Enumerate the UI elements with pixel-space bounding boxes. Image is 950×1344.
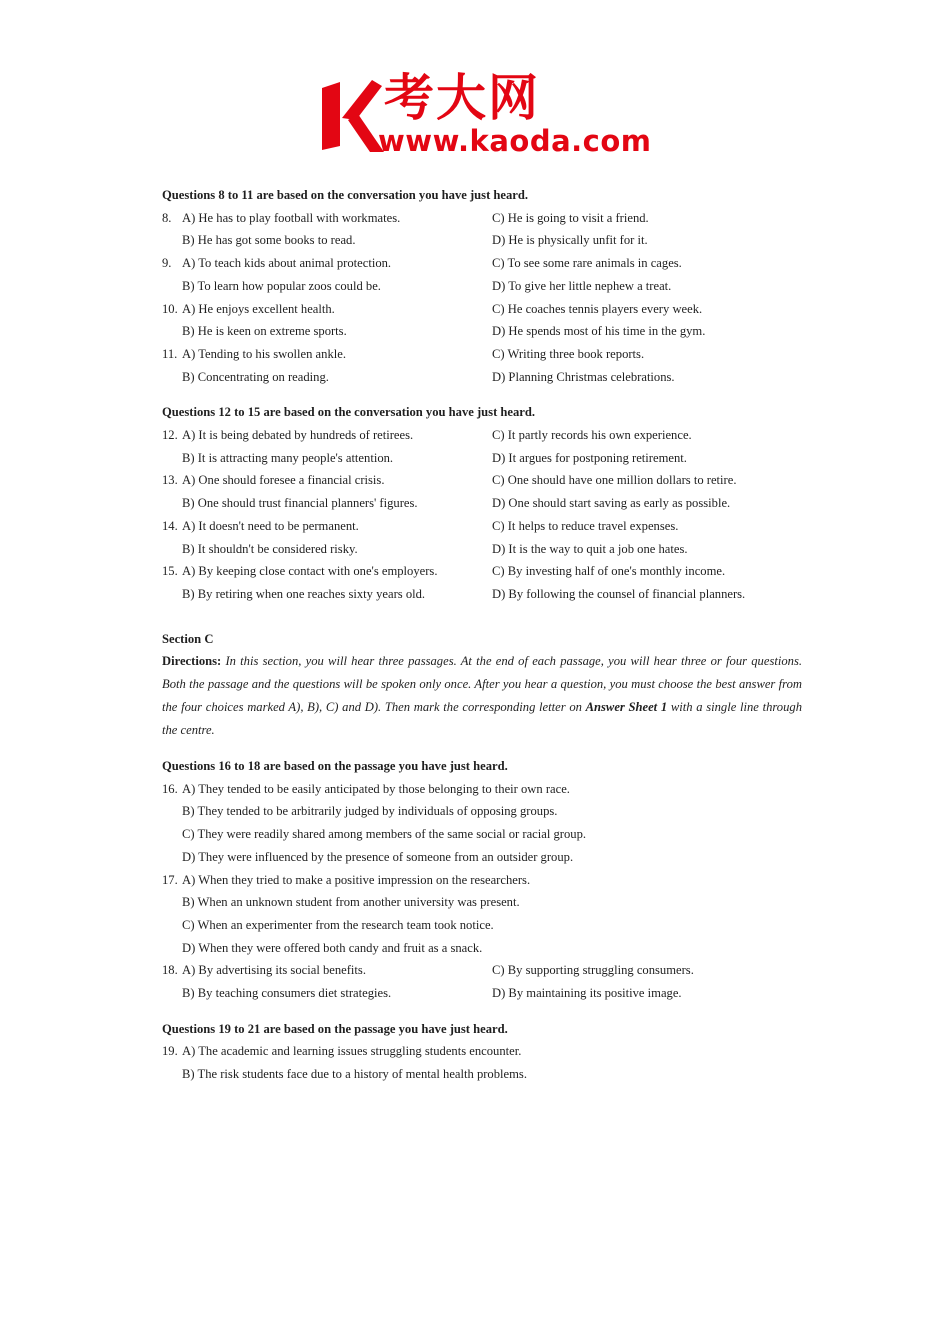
group-heading: Questions 12 to 15 are based on the conversation you have just heard. [162,405,536,420]
question-number: 8. [162,210,172,225]
question-number: 12. [162,428,178,443]
question-row [162,959,802,982]
question-row [162,515,802,538]
option-c: C) It helps to reduce travel expenses. [492,518,679,533]
option-b: B) Concentrating on reading. [182,369,329,384]
option-c: C) To see some rare animals in cages. [492,256,682,271]
option-a: A) The academic and learning issues struggling students encounter. [182,1044,522,1059]
option-b: B) To learn how popular zoos could be. [182,278,381,293]
question-number: 19. [162,1044,178,1059]
question-number: 14. [162,518,178,533]
option-a: A) They tended to be easily anticipated by those belonging to their own race. [182,781,570,796]
option-a: A) Tending to his swollen ankle. [182,346,346,361]
option-b: B) He is keen on extreme sports. [182,324,347,339]
option-b: B) The risk students face due to a history of mental health problems. [182,1067,527,1082]
option-b: B) It is attracting many people's attention. [182,450,394,465]
k-logo-icon [320,74,386,154]
option-d: D) It is the way to quit a job one hates. [492,541,688,556]
option-d: D) It argues for postponing retirement. [492,450,687,465]
option-a: A) To teach kids about animal protection. [182,256,392,271]
question-row [162,447,802,470]
option-c: C) Writing three book reports. [492,346,645,361]
option-d: D) One should start saving as early as possible. [492,496,731,511]
question-row [162,891,802,914]
question-row [162,1063,802,1086]
question-row [162,320,802,343]
question-row [162,800,802,823]
section-title: Section C [162,631,214,646]
question-number: 15. [162,564,178,579]
option-b: B) They tended to be arbitrarily judged by individuals of opposing groups. [182,804,558,819]
option-c: C) They were readily shared among members of the same social or racial group. [182,827,587,842]
question-number: 9. [162,256,172,271]
question-row [162,343,802,366]
question-number: 16. [162,781,178,796]
option-c: C) It partly records his own experience. [492,428,692,443]
directions-text-end: with a single line through the centre. [162,700,802,738]
directions-text: In this section, you will hear three passages. At the end of each passage, you will hear three or four questions. Both the passage and the questions will be spoken only once. After you hear a question, you must choose the best answer from the four choices marked A), B), C) and D). Then mark the corresponding letter on [162,654,802,715]
question-row [162,982,802,1005]
question-row [162,583,802,606]
question-row [162,869,802,892]
question-row [162,937,802,960]
option-a: A) When they tried to make a positive impression on the researchers. [182,872,531,887]
directions-paragraph [162,650,802,742]
group-heading: Questions 8 to 11 are based on the conversation you have just heard. [162,188,529,202]
option-a: A) He has to play football with workmates. [182,210,401,225]
option-a: A) It doesn't need to be permanent. [182,518,359,533]
question-row [162,538,802,561]
option-c: C) He is going to visit a friend. [492,210,649,225]
option-d: D) They were influenced by the presence of someone from an outsider group. [182,849,574,864]
question-row [162,492,802,515]
question-row [162,560,802,583]
question-row [162,366,802,389]
question-row [162,424,802,447]
question-number: 11. [162,346,178,361]
option-a: A) He enjoys excellent health. [182,301,335,316]
option-b: B) He has got some books to read. [182,233,356,248]
answer-sheet-label: Answer Sheet 1 [585,700,668,715]
group-heading: Questions 19 to 21 are based on the passage you have just heard. [162,1021,508,1036]
logo-chinese-text: 考大网 [384,69,540,127]
group-heading: Questions 16 to 18 are based on the passage you have just heard. [162,758,508,773]
option-b: B) By retiring when one reaches sixty years old. [182,586,426,601]
kaoda-logo [320,69,652,164]
question-number: 10. [162,301,178,316]
option-d: D) By maintaining its positive image. [492,986,682,1001]
option-c: C) When an experimenter from the research team took notice. [182,917,494,932]
option-b: B) When an unknown student from another university was present. [182,895,520,910]
option-b: B) It shouldn't be considered risky. [182,541,358,556]
option-c: C) By investing half of one's monthly income. [492,564,726,579]
option-c: C) By supporting struggling consumers. [492,963,694,978]
option-d: D) Planning Christmas celebrations. [492,369,675,384]
option-d: D) He is physically unfit for it. [492,233,648,248]
option-b: B) By teaching consumers diet strategies. [182,986,392,1001]
question-row [162,275,802,298]
option-d: D) By following the counsel of financial planners. [492,586,746,601]
logo-url-text: www.kaoda.com [378,124,652,158]
question-number: 18. [162,963,178,978]
exam-page [162,184,802,1086]
option-d: D) To give her little nephew a treat. [492,278,672,293]
option-a: A) By advertising its social benefits. [182,963,366,978]
option-a: A) By keeping close contact with one's employers. [182,564,438,579]
option-d: D) When they were offered both candy and fruit as a snack. [182,940,483,955]
option-c: C) One should have one million dollars to retire. [492,473,737,488]
question-row [162,778,802,801]
question-row [162,469,802,492]
question-number: 13. [162,473,178,488]
question-row [162,229,802,252]
question-row [162,823,802,846]
option-d: D) He spends most of his time in the gym. [492,324,706,339]
question-row [162,846,802,869]
directions-label: Directions: [162,654,222,669]
question-row [162,914,802,937]
question-row [162,207,802,230]
option-a: A) It is being debated by hundreds of retirees. [182,428,414,443]
option-c: C) He coaches tennis players every week. [492,301,703,316]
question-row [162,298,802,321]
question-row [162,252,802,275]
question-row [162,1040,802,1063]
option-a: A) One should foresee a financial crisis. [182,473,385,488]
question-number: 17. [162,872,178,887]
option-b: B) One should trust financial planners' figures. [182,496,418,511]
